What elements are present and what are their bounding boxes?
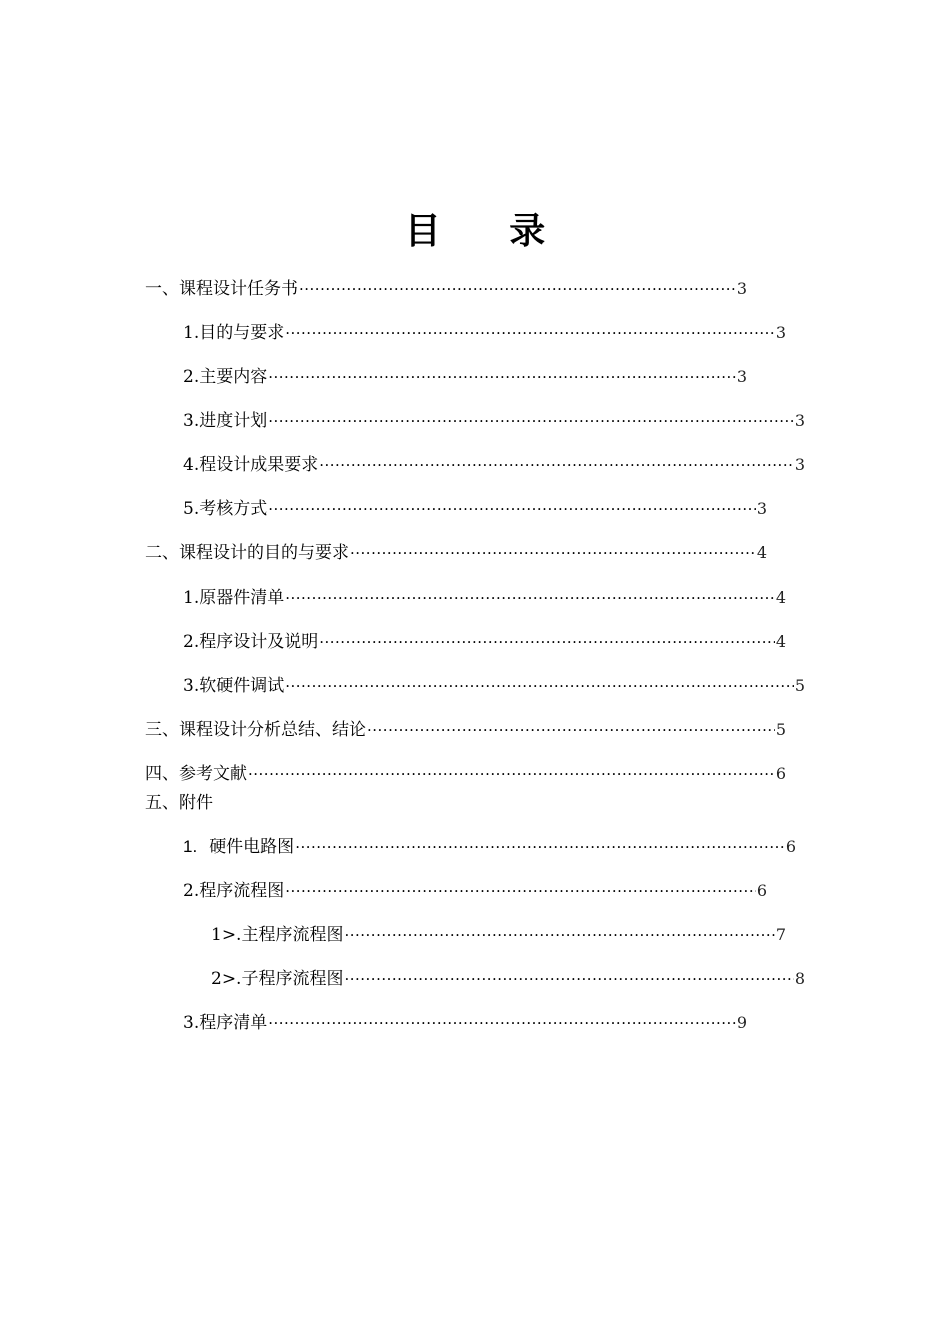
toc-entry-label: 2.程序流程图	[183, 881, 285, 901]
dot-leader	[284, 585, 776, 611]
toc-entry-page: 7	[775, 925, 786, 944]
toc-entry-label: 3.软硬件调试	[183, 676, 285, 696]
dot-leader	[267, 1010, 737, 1036]
toc-entry-main-flowchart[interactable]	[211, 922, 786, 948]
dot-leader	[343, 966, 794, 992]
dot-leader	[294, 834, 786, 860]
toc-entry-label	[183, 834, 294, 860]
toc-entry-references[interactable]	[145, 761, 786, 787]
toc-entry-summary[interactable]	[145, 717, 786, 743]
toc-entry-label: 3.程序清单	[183, 1013, 268, 1033]
dot-leader	[366, 717, 776, 743]
toc-entry-label: 一、课程设计任务书	[145, 279, 298, 299]
toc-entry-page: 3	[794, 455, 805, 474]
toc-entry-page: 4	[775, 632, 786, 651]
toc-entry-page: 9	[736, 1013, 747, 1032]
toc-entry-page: 5	[794, 676, 805, 695]
toc-entry-component-list[interactable]	[183, 585, 786, 611]
toc-entry-label: 2>.子程序流程图	[211, 969, 344, 989]
toc-entry-page: 3	[794, 411, 805, 430]
toc-entry-design-purpose[interactable]	[145, 540, 767, 566]
dot-leader	[284, 673, 795, 699]
toc-title: 目 录	[404, 211, 574, 252]
toc-entry-page: 3	[775, 323, 786, 342]
toc-entry-task-book[interactable]	[145, 276, 747, 302]
dot-leader	[284, 878, 757, 904]
toc-entry-number: 1.	[183, 837, 198, 856]
dot-leader	[343, 922, 775, 948]
toc-entry-purpose[interactable]	[183, 320, 786, 346]
toc-entry-sub-flowchart[interactable]	[211, 966, 805, 992]
toc-entry-label: 1.原器件清单	[183, 588, 285, 608]
toc-entry-label: 2.程序设计及说明	[183, 632, 319, 652]
dot-leader	[247, 761, 776, 787]
toc-entry-page: 3	[736, 367, 747, 386]
toc-entry-text: 硬件电路图	[209, 837, 295, 857]
toc-entry-flowchart[interactable]	[183, 878, 767, 904]
toc-entry-page: 3	[736, 279, 747, 298]
toc-entry-label: 三、课程设计分析总结、结论	[145, 720, 366, 740]
dot-leader	[267, 408, 795, 434]
toc-entry-page: 6	[756, 881, 767, 900]
toc-entry-program-design[interactable]	[183, 629, 786, 655]
toc-entry-page: 5	[775, 720, 786, 739]
toc-entry-hardware-circuit[interactable]	[183, 834, 796, 860]
toc-entry-program-listing[interactable]	[183, 1010, 747, 1036]
toc-entry-schedule[interactable]	[183, 408, 805, 434]
dot-leader	[349, 540, 757, 566]
dot-leader	[267, 496, 757, 522]
toc-entry-label: 1>.主程序流程图	[211, 925, 344, 945]
toc-entry-deliverables[interactable]	[183, 452, 805, 478]
toc-entry-page: 6	[785, 837, 796, 856]
toc-entry-page: 4	[775, 588, 786, 607]
dot-leader	[318, 629, 776, 655]
toc-entry-page: 4	[756, 543, 767, 562]
toc-entry-label: 4.程设计成果要求	[183, 455, 319, 475]
dot-leader	[267, 364, 737, 390]
toc-entry-assessment[interactable]	[183, 496, 767, 522]
toc-entry-label: 四、参考文献	[145, 764, 247, 784]
toc-entry-label: 二、课程设计的目的与要求	[145, 543, 349, 563]
toc-entry-page: 8	[794, 969, 805, 988]
toc-entry-label: 5.考核方式	[183, 499, 268, 519]
dot-leader	[298, 276, 737, 302]
toc-entry-appendix[interactable]: 五、附件	[145, 793, 213, 813]
toc-entry-main-content[interactable]	[183, 364, 747, 390]
dot-leader	[284, 320, 776, 346]
toc-entry-page: 3	[756, 499, 767, 518]
toc-entry-label: 3.进度计划	[183, 411, 268, 431]
toc-entry-debugging[interactable]	[183, 673, 805, 699]
toc-entry-label: 1.目的与要求	[183, 323, 285, 343]
dot-leader	[318, 452, 795, 478]
toc-entry-page: 6	[775, 764, 786, 783]
toc-entry-label: 2.主要内容	[183, 367, 268, 387]
